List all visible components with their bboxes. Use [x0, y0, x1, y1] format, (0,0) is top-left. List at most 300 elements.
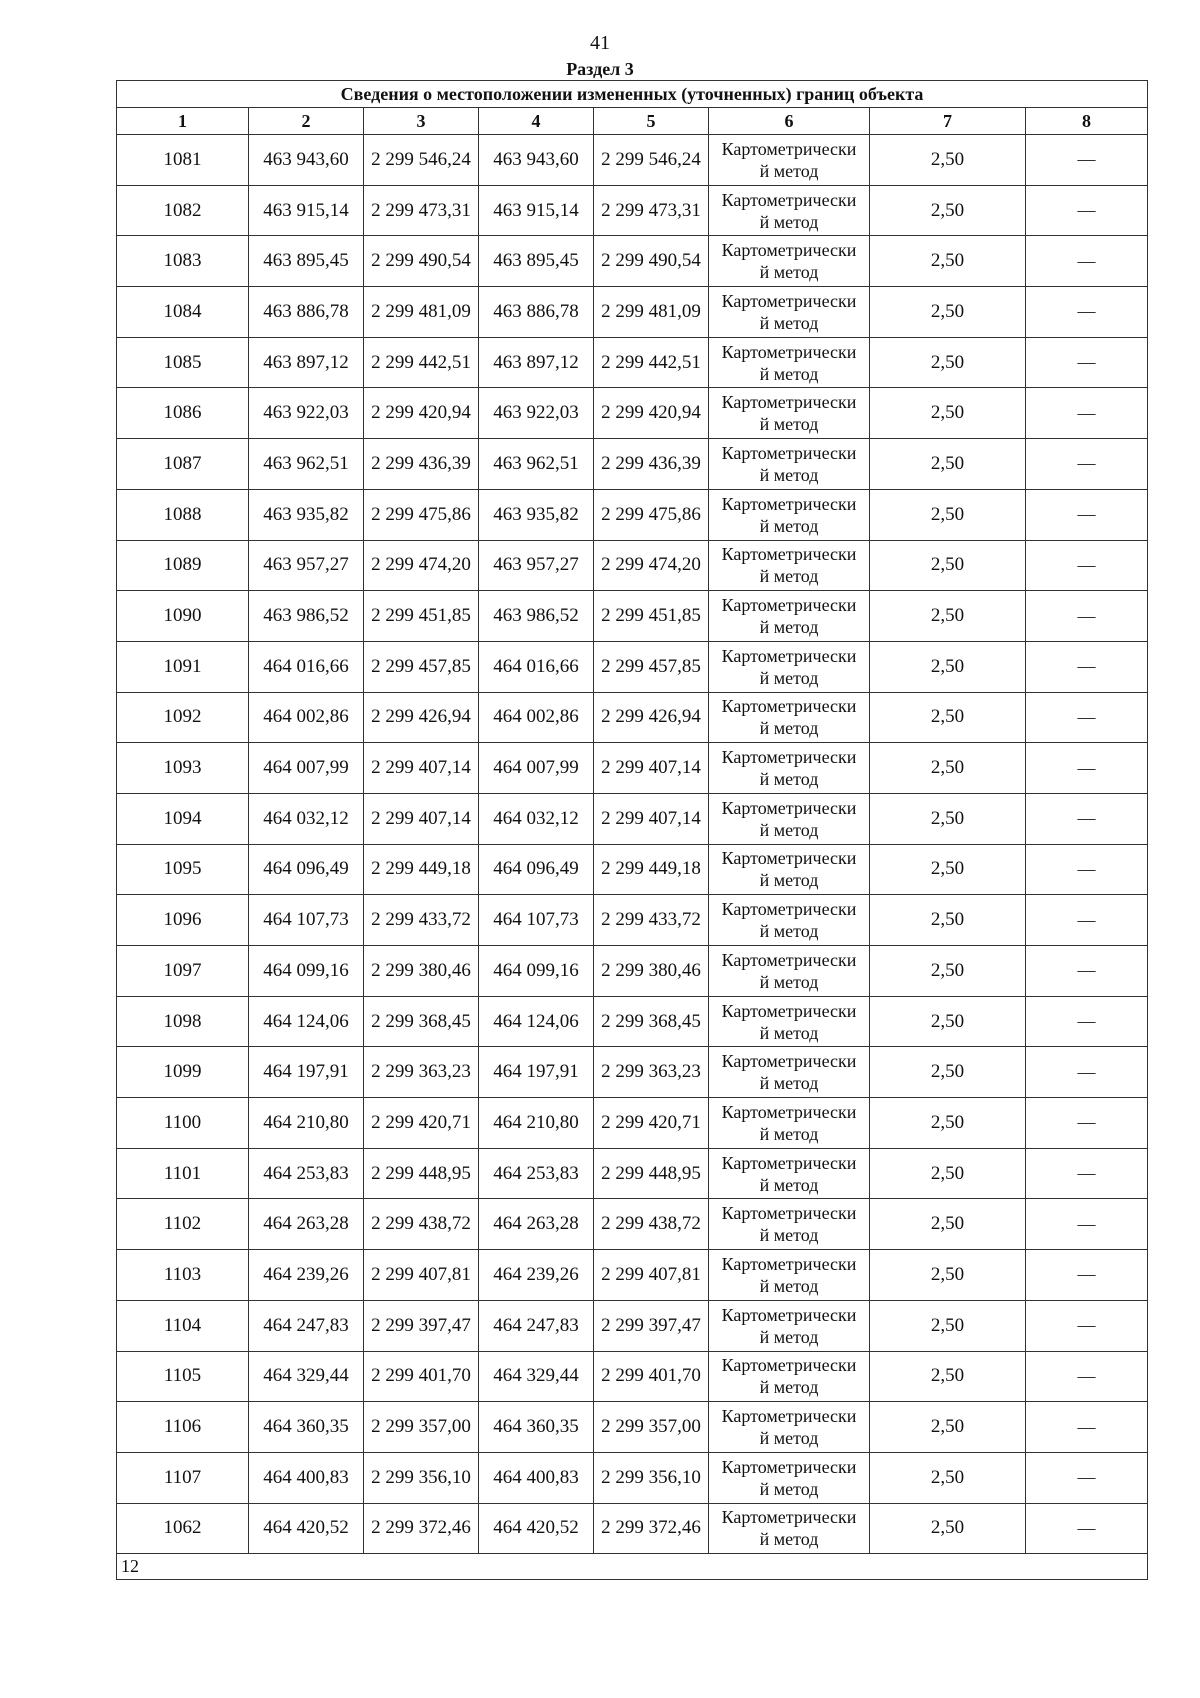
table-row: [117, 844, 1148, 895]
accuracy-cell: 2,50: [870, 236, 1026, 287]
table-row: [117, 388, 1148, 439]
method-line: Картометрически: [721, 1253, 857, 1274]
method-cell: [709, 844, 870, 895]
method-line: й метод: [759, 262, 819, 283]
table-caption: Сведения о местоположении измененных (уточненных) границ объекта: [117, 81, 1148, 108]
dash-cell: —: [1026, 895, 1148, 946]
table-cell: 2 299 546,24: [594, 135, 709, 186]
accuracy-cell: 2,50: [870, 895, 1026, 946]
section-title: Раздел 3: [566, 59, 634, 79]
table-cell: 2 299 457,85: [364, 641, 479, 692]
method-line: Картометрически: [721, 1507, 857, 1528]
table-cell: 2 299 368,45: [364, 996, 479, 1047]
table-cell: 1100: [117, 1098, 249, 1149]
dash-cell: —: [1026, 439, 1148, 490]
table-cell: 463 943,60: [249, 135, 364, 186]
method-line: й метод: [759, 1478, 819, 1499]
table-cell: 464 210,80: [249, 1098, 364, 1149]
method-line: й метод: [759, 414, 819, 435]
table-cell: 464 329,44: [249, 1351, 364, 1402]
dash-cell: —: [1026, 540, 1148, 591]
dash-cell: —: [1026, 1199, 1148, 1250]
coordinates-table: [116, 80, 1148, 1580]
table-row: [117, 1503, 1148, 1554]
accuracy-cell: 2,50: [870, 1402, 1026, 1453]
table-cell: 2 299 546,24: [364, 135, 479, 186]
method-line: й метод: [759, 1225, 819, 1246]
method-cell: [709, 591, 870, 642]
accuracy-cell: 2,50: [870, 793, 1026, 844]
table-cell: 1084: [117, 287, 249, 338]
table-cell: 2 299 436,39: [364, 439, 479, 490]
table-row: [117, 439, 1148, 490]
table-cell: 464 107,73: [479, 895, 594, 946]
dash-cell: —: [1026, 1047, 1148, 1098]
method-cell: [709, 337, 870, 388]
table-cell: 464 016,66: [479, 641, 594, 692]
accuracy-cell: 2,50: [870, 337, 1026, 388]
method-line: Картометрически: [721, 1152, 857, 1173]
method-cell: [709, 1199, 870, 1250]
table-cell: 2 299 481,09: [594, 287, 709, 338]
method-cell: [709, 135, 870, 186]
table-cell: 2 299 420,94: [594, 388, 709, 439]
method-cell: [709, 489, 870, 540]
accuracy-cell: 2,50: [870, 1452, 1026, 1503]
table-cell: 464 107,73: [249, 895, 364, 946]
dash-cell: —: [1026, 793, 1148, 844]
dash-cell: —: [1026, 489, 1148, 540]
table-cell: 1087: [117, 439, 249, 490]
column-header: 3: [364, 108, 479, 135]
table-cell: 463 895,45: [479, 236, 594, 287]
dash-cell: —: [1026, 1402, 1148, 1453]
accuracy-cell: 2,50: [870, 287, 1026, 338]
table-row: [117, 1250, 1148, 1301]
method-cell: [709, 1250, 870, 1301]
table-cell: 2 299 368,45: [594, 996, 709, 1047]
method-line: Картометрически: [721, 442, 857, 463]
accuracy-cell: 2,50: [870, 1351, 1026, 1402]
table-cell: 463 957,27: [249, 540, 364, 591]
table-cell: 2 299 380,46: [364, 946, 479, 997]
table-cell: 2 299 474,20: [364, 540, 479, 591]
method-cell: [709, 185, 870, 236]
table-cell: 463 962,51: [479, 439, 594, 490]
dash-cell: —: [1026, 1148, 1148, 1199]
table-row: [117, 793, 1148, 844]
table-cell: 2 299 490,54: [364, 236, 479, 287]
table-cell: 2 299 401,70: [364, 1351, 479, 1402]
table-cell: 464 007,99: [479, 743, 594, 794]
table-cell: 463 922,03: [479, 388, 594, 439]
table-cell: 2 299 357,00: [594, 1402, 709, 1453]
table-cell: 1093: [117, 743, 249, 794]
column-header: 5: [594, 108, 709, 135]
table-cell: 1099: [117, 1047, 249, 1098]
method-cell: [709, 946, 870, 997]
table-cell: 1062: [117, 1503, 249, 1554]
method-line: Картометрически: [721, 138, 857, 159]
table-cell: 464 007,99: [249, 743, 364, 794]
method-line: й метод: [759, 211, 819, 232]
table-cell: 2 299 448,95: [594, 1148, 709, 1199]
table-cell: 464 400,83: [479, 1452, 594, 1503]
dash-cell: —: [1026, 743, 1148, 794]
column-header-row: [117, 108, 1148, 135]
method-cell: [709, 1351, 870, 1402]
table-cell: 2 299 475,86: [364, 489, 479, 540]
accuracy-cell: 2,50: [870, 1503, 1026, 1554]
method-cell: [709, 895, 870, 946]
table-cell: 464 247,83: [479, 1300, 594, 1351]
method-line: й метод: [759, 1428, 819, 1449]
table-cell: 2 299 397,47: [594, 1300, 709, 1351]
table-cell: 2 299 449,18: [594, 844, 709, 895]
table-cell: 1081: [117, 135, 249, 186]
table-cell: 1095: [117, 844, 249, 895]
table-cell: 1091: [117, 641, 249, 692]
method-cell: [709, 236, 870, 287]
table-cell: 464 197,91: [249, 1047, 364, 1098]
method-line: й метод: [759, 312, 819, 333]
table-cell: 463 922,03: [249, 388, 364, 439]
table-row: [117, 692, 1148, 743]
table-cell: 1101: [117, 1148, 249, 1199]
method-line: й метод: [759, 363, 819, 384]
table-cell: 2 299 356,10: [364, 1452, 479, 1503]
table-cell: 1102: [117, 1199, 249, 1250]
table-row: [117, 996, 1148, 1047]
dash-cell: —: [1026, 1300, 1148, 1351]
method-line: Картометрически: [721, 747, 857, 768]
accuracy-cell: 2,50: [870, 996, 1026, 1047]
table-row: [117, 946, 1148, 997]
method-cell: [709, 1503, 870, 1554]
table-cell: 463 986,52: [249, 591, 364, 642]
method-line: Картометрически: [721, 645, 857, 666]
dash-cell: —: [1026, 1503, 1148, 1554]
table-cell: 2 299 380,46: [594, 946, 709, 997]
dash-cell: —: [1026, 1250, 1148, 1301]
table-row: [117, 895, 1148, 946]
method-line: Картометрически: [721, 1051, 857, 1072]
table-cell: 463 935,82: [249, 489, 364, 540]
method-cell: [709, 641, 870, 692]
table-cell: 464 329,44: [479, 1351, 594, 1402]
table-cell: 2 299 401,70: [594, 1351, 709, 1402]
table-cell: 2 299 433,72: [364, 895, 479, 946]
table-cell: 2 299 426,94: [364, 692, 479, 743]
method-line: й метод: [759, 971, 819, 992]
table-cell: 2 299 363,23: [594, 1047, 709, 1098]
table-cell: 464 400,83: [249, 1452, 364, 1503]
table-cell: 463 957,27: [479, 540, 594, 591]
table-cell: 2 299 438,72: [594, 1199, 709, 1250]
table-cell: 2 299 420,94: [364, 388, 479, 439]
table-cell: 2 299 451,85: [594, 591, 709, 642]
table-cell: 464 032,12: [479, 793, 594, 844]
table-cell: 464 002,86: [249, 692, 364, 743]
accuracy-cell: 2,50: [870, 743, 1026, 794]
table-cell: 1092: [117, 692, 249, 743]
accuracy-cell: 2,50: [870, 135, 1026, 186]
table-cell: 1103: [117, 1250, 249, 1301]
method-cell: [709, 1148, 870, 1199]
accuracy-cell: 2,50: [870, 591, 1026, 642]
method-line: Картометрически: [721, 797, 857, 818]
table-cell: 2 299 356,10: [594, 1452, 709, 1503]
table-cell: 463 897,12: [249, 337, 364, 388]
table-row: [117, 1098, 1148, 1149]
method-line: й метод: [759, 566, 819, 587]
table-row: [117, 287, 1148, 338]
table-cell: 2 299 407,14: [594, 793, 709, 844]
table-row: [117, 641, 1148, 692]
dash-cell: —: [1026, 641, 1148, 692]
method-line: й метод: [759, 1174, 819, 1195]
table-cell: 464 096,49: [479, 844, 594, 895]
table-cell: 463 986,52: [479, 591, 594, 642]
method-line: й метод: [759, 1275, 819, 1296]
dash-cell: —: [1026, 287, 1148, 338]
table-cell: 464 016,66: [249, 641, 364, 692]
method-cell: [709, 439, 870, 490]
table-cell: 464 263,28: [249, 1199, 364, 1250]
table-row: [117, 135, 1148, 186]
method-line: й метод: [759, 870, 819, 891]
accuracy-cell: 2,50: [870, 489, 1026, 540]
table-cell: 2 299 372,46: [364, 1503, 479, 1554]
table-row: [117, 1351, 1148, 1402]
dash-cell: —: [1026, 591, 1148, 642]
table-cell: 464 124,06: [479, 996, 594, 1047]
table-cell: 2 299 473,31: [594, 185, 709, 236]
table-cell: 463 895,45: [249, 236, 364, 287]
table-cell: 463 915,14: [479, 185, 594, 236]
table-row: [117, 236, 1148, 287]
column-header: 6: [709, 108, 870, 135]
method-cell: [709, 743, 870, 794]
method-line: Картометрически: [721, 189, 857, 210]
accuracy-cell: 2,50: [870, 1047, 1026, 1098]
table-cell: 463 962,51: [249, 439, 364, 490]
accuracy-cell: 2,50: [870, 692, 1026, 743]
method-cell: [709, 1402, 870, 1453]
table-cell: 2 299 438,72: [364, 1199, 479, 1250]
table-cell: 2 299 481,09: [364, 287, 479, 338]
method-line: Картометрически: [721, 1203, 857, 1224]
accuracy-cell: 2,50: [870, 1148, 1026, 1199]
accuracy-cell: 2,50: [870, 1199, 1026, 1250]
table-cell: 2 299 473,31: [364, 185, 479, 236]
accuracy-cell: 2,50: [870, 1098, 1026, 1149]
table-cell: 2 299 407,14: [594, 743, 709, 794]
method-line: Картометрически: [721, 392, 857, 413]
table-cell: 1083: [117, 236, 249, 287]
accuracy-cell: 2,50: [870, 844, 1026, 895]
table-cell: 463 935,82: [479, 489, 594, 540]
method-line: Картометрически: [721, 341, 857, 362]
table-cell: 464 096,49: [249, 844, 364, 895]
method-line: й метод: [759, 667, 819, 688]
table-cell: 1088: [117, 489, 249, 540]
dash-cell: —: [1026, 946, 1148, 997]
dash-cell: —: [1026, 236, 1148, 287]
column-header: 1: [117, 108, 249, 135]
accuracy-cell: 2,50: [870, 540, 1026, 591]
dash-cell: —: [1026, 185, 1148, 236]
column-header: 4: [479, 108, 594, 135]
table-cell: 464 263,28: [479, 1199, 594, 1250]
table-cell: 464 253,83: [249, 1148, 364, 1199]
method-cell: [709, 996, 870, 1047]
table-cell: 1085: [117, 337, 249, 388]
method-line: Картометрически: [721, 1456, 857, 1477]
table-cell: 1106: [117, 1402, 249, 1453]
dash-cell: —: [1026, 1098, 1148, 1149]
method-cell: [709, 1452, 870, 1503]
method-line: й метод: [759, 515, 819, 536]
method-line: й метод: [759, 921, 819, 942]
table-cell: 1105: [117, 1351, 249, 1402]
table-cell: 464 247,83: [249, 1300, 364, 1351]
dash-cell: —: [1026, 844, 1148, 895]
table-row: [117, 1047, 1148, 1098]
method-line: й метод: [759, 464, 819, 485]
table-cell: 464 099,16: [249, 946, 364, 997]
method-line: й метод: [759, 617, 819, 638]
column-header: 7: [870, 108, 1026, 135]
method-line: Картометрически: [721, 696, 857, 717]
table-cell: 2 299 442,51: [594, 337, 709, 388]
method-line: й метод: [759, 1326, 819, 1347]
page-number: 41: [590, 32, 610, 54]
table-cell: 1086: [117, 388, 249, 439]
table-cell: 2 299 397,47: [364, 1300, 479, 1351]
method-line: й метод: [759, 1377, 819, 1398]
table-cell: 464 032,12: [249, 793, 364, 844]
column-header: 8: [1026, 108, 1148, 135]
method-line: Картометрически: [721, 595, 857, 616]
method-line: Картометрически: [721, 1101, 857, 1122]
table-cell: 464 420,52: [249, 1503, 364, 1554]
method-line: й метод: [759, 160, 819, 181]
table-cell: 2 299 475,86: [594, 489, 709, 540]
accuracy-cell: 2,50: [870, 439, 1026, 490]
method-line: й метод: [759, 1073, 819, 1094]
table-cell: 463 886,78: [249, 287, 364, 338]
table-cell: 2 299 451,85: [364, 591, 479, 642]
table-cell: 463 915,14: [249, 185, 364, 236]
table-cell: 2 299 474,20: [594, 540, 709, 591]
method-line: Картометрически: [721, 848, 857, 869]
method-line: Картометрически: [721, 493, 857, 514]
table-cell: 2 299 357,00: [364, 1402, 479, 1453]
method-line: Картометрически: [721, 544, 857, 565]
table-cell: 2 299 407,81: [594, 1250, 709, 1301]
table-cell: 1104: [117, 1300, 249, 1351]
table-cell: 2 299 420,71: [594, 1098, 709, 1149]
table-row: [117, 1199, 1148, 1250]
table-cell: 464 002,86: [479, 692, 594, 743]
table-cell: 1096: [117, 895, 249, 946]
table-cell: 2 299 490,54: [594, 236, 709, 287]
method-line: Картометрически: [721, 899, 857, 920]
method-line: Картометрически: [721, 240, 857, 261]
dash-cell: —: [1026, 135, 1148, 186]
table-cell: 1107: [117, 1452, 249, 1503]
method-cell: [709, 692, 870, 743]
table-row: [117, 1148, 1148, 1199]
dash-cell: —: [1026, 996, 1148, 1047]
method-line: Картометрически: [721, 290, 857, 311]
accuracy-cell: 2,50: [870, 1250, 1026, 1301]
method-line: Картометрически: [721, 1304, 857, 1325]
dash-cell: —: [1026, 337, 1148, 388]
table-row: [117, 337, 1148, 388]
method-line: й метод: [759, 1022, 819, 1043]
table-row: [117, 185, 1148, 236]
method-line: й метод: [759, 769, 819, 790]
table-cell: 2 299 436,39: [594, 439, 709, 490]
table-cell: 2 299 433,72: [594, 895, 709, 946]
method-line: Картометрически: [721, 1355, 857, 1376]
accuracy-cell: 2,50: [870, 1300, 1026, 1351]
accuracy-cell: 2,50: [870, 388, 1026, 439]
table-cell: 464 124,06: [249, 996, 364, 1047]
dash-cell: —: [1026, 692, 1148, 743]
table-row: [117, 1300, 1148, 1351]
method-cell: [709, 793, 870, 844]
method-cell: [709, 540, 870, 591]
column-header: 2: [249, 108, 364, 135]
table-cell: 463 897,12: [479, 337, 594, 388]
table-cell: 2 299 420,71: [364, 1098, 479, 1149]
table-cell: 2 299 448,95: [364, 1148, 479, 1199]
table-cell: 2 299 407,14: [364, 743, 479, 794]
method-line: Картометрически: [721, 949, 857, 970]
table-cell: 464 197,91: [479, 1047, 594, 1098]
table-cell: 1090: [117, 591, 249, 642]
table-cell: 464 360,35: [479, 1402, 594, 1453]
table-row: [117, 1402, 1148, 1453]
method-line: й метод: [759, 1529, 819, 1550]
accuracy-cell: 2,50: [870, 185, 1026, 236]
dash-cell: —: [1026, 388, 1148, 439]
table-cell: 1094: [117, 793, 249, 844]
table-cell: 1098: [117, 996, 249, 1047]
method-cell: [709, 1098, 870, 1149]
table-cell: 2 299 407,14: [364, 793, 479, 844]
table-cell: 2 299 363,23: [364, 1047, 479, 1098]
accuracy-cell: 2,50: [870, 946, 1026, 997]
table-cell: 2 299 457,85: [594, 641, 709, 692]
dash-cell: —: [1026, 1452, 1148, 1503]
accuracy-cell: 2,50: [870, 641, 1026, 692]
method-cell: [709, 388, 870, 439]
table-cell: 1097: [117, 946, 249, 997]
table-row: [117, 540, 1148, 591]
table-cell: 1089: [117, 540, 249, 591]
table-cell: 464 253,83: [479, 1148, 594, 1199]
table-cell: 464 420,52: [479, 1503, 594, 1554]
table-cell: 464 239,26: [479, 1250, 594, 1301]
table-row: [117, 489, 1148, 540]
table-cell: 464 360,35: [249, 1402, 364, 1453]
method-line: Картометрически: [721, 1406, 857, 1427]
method-line: й метод: [759, 1123, 819, 1144]
